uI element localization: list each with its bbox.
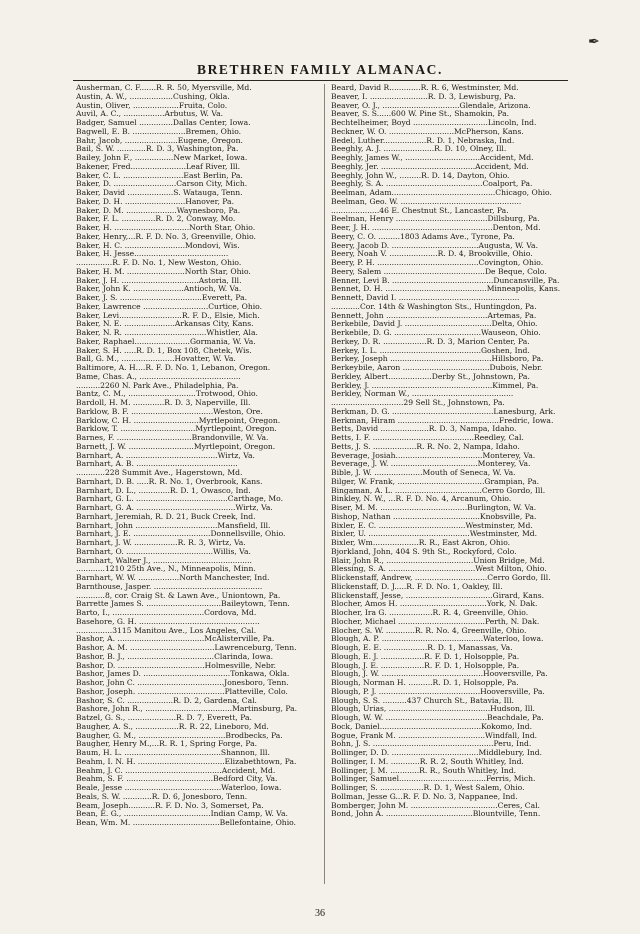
directory-entry: Bashor, B. J., ....................................Clarinda, Iowa.: [76, 652, 274, 661]
directory-entry: Beaver, O. J., ................................Glendale, Arizona.: [331, 101, 531, 110]
directory-entry: Baker, N. E. .....................Arkansas City, Kans.: [76, 320, 254, 329]
directory-entry: Beverage, Josiah....................................Monterey, Va.: [331, 451, 536, 460]
directory-entry: Bjorkland, John, 404 S. 9th St., Rockyford, Colo.: [331, 547, 517, 556]
directory-entry: Basehore, G. H. ..................................................: [76, 617, 260, 626]
page-title: BRETHREN FAMILY ALMANAC.: [196, 62, 444, 77]
directory-entry: Bashor, John C. ....................................Jonesboro, Tenn.: [76, 679, 289, 687]
directory-entry: Bashor, A. M. ...................................Lawrenceburg, Tenn.: [76, 644, 297, 652]
directory-entry: Bagwell, E. B. ......................Bremen, Ohio.: [76, 127, 242, 136]
directory-entry: Baker, C. L. .........................East Berlin, Pa.: [76, 171, 243, 180]
directory-entry: Bollinger, Samuel....................................Ferris, Mich.: [331, 775, 536, 784]
directory-entry: Barnhart, A. B. ..........................................: [76, 460, 238, 469]
directory-entry: Baugher, Henry M.,...R. R. 1, Spring Forge, Pa.: [76, 740, 258, 749]
directory-entry: Batzel, G. S., ....................R. D. 7, Everett, Pa.: [76, 714, 252, 722]
directory-entry: Berkley, J. ..................................................Kimmel, Pa.: [331, 381, 539, 390]
directory-entry: Barnhart, A. ......................................Wirtz, Va.: [76, 451, 255, 460]
directory-entry: Betts, I. F. ..........................................Reedley, Cal.: [331, 434, 524, 442]
directory-entry: Bantz, C. M., ............................Trotwood, Ohio.: [76, 390, 258, 399]
directory-entry: Beale, Jesse ........................................Waterloo, Iowa.: [76, 784, 282, 792]
directory-entry: Bollinger, D. D. ....................................Middlebury, Ind.: [331, 749, 542, 757]
directory-entry: Bixler, U. ..........................................Westminster, Md.: [331, 530, 538, 539]
directory-entry: Baum, H. L. ........................................Shannon, Ill.: [76, 749, 270, 757]
directory-entry: Beery, Jacob D. ....................................Augusta, W. Va.: [331, 241, 538, 250]
directory-entry: Blough, S. S. ..........437 Church St., Batavia, Ill.: [331, 696, 514, 705]
directory-entry: Blough, E. J. ..................R. F. D. 1, Holsopple, Pa.: [331, 652, 520, 661]
directory-entry: Austin, Oliver, ...................Fruita, Colo.: [76, 101, 228, 110]
directory-entry: ...............R. F. D. No. 1, New Weston, Ohio.: [76, 259, 242, 267]
directory-entry: Barnhart, John ..................................Mansfield, Ill.: [76, 521, 271, 530]
directory-entry: ............8, cor. Craig St. & Lawn Ave., Uniontown, Pa.: [76, 591, 281, 600]
directory-entry: Blough, A. P. ..........................................Waterloo, Iowa.: [331, 635, 544, 644]
pen-nib-icon: ✒: [588, 34, 600, 50]
directory-entry: Baker, J. S. ..................................Everett, Pa.: [76, 294, 248, 302]
directory-entry: Beer, J. H. ..................................................Denton, Md.: [331, 224, 541, 232]
directory-entry: Bock, Daniel..........................................Kokomo, Ind.: [331, 722, 533, 731]
directory-column-left: [76, 84, 322, 828]
directory-entry: Barnhart, J. E. ................................Donnellsville, Ohio.: [76, 530, 286, 539]
directory-entry: Barto, I., ......................................Cordova, Md.: [76, 609, 257, 617]
directory-entry: Bond, John A. ....................................Blountville, Tenn.: [331, 810, 541, 819]
directory-entry: Berkey, D. R. ..................R. D. 3, Marion Center, Pa.: [331, 337, 530, 346]
directory-column-right: [331, 84, 577, 819]
directory-entry: Berkley, Albert..................Derby St., Johnstown, Pa.: [331, 372, 530, 381]
directory-entry: ...............3115 Manitou Ave., Los Angeles, Cal.: [76, 626, 257, 635]
directory-entry: Baker, F. L. ..............R. D. 2, Conway, Mo.: [76, 215, 236, 224]
directory-entry: Blickenstaff, Jesse, ....................................Girard, Kans.: [331, 591, 545, 600]
directory-entry: Berkebile, D. G. ....................................Wauseon, Ohio.: [331, 329, 541, 337]
directory-entry: Beam, Joseph...........R. F. D. No. 3, Somerset, Pa.: [76, 801, 264, 810]
directory-entry: Barnhart, Walter J., .........................................: [76, 556, 252, 565]
directory-entry: Bahr, Jacob, ......................Eugene, Oregon.: [76, 136, 243, 145]
directory-entry: Baker, D. M. .....................Waynesboro, Pa.: [76, 206, 241, 215]
directory-entry: Baker, J. H. ................................Astoria, Ill.: [76, 276, 242, 285]
directory-entry: Bible, J. W. ....................Mouth of Seneca, W. Va.: [331, 469, 516, 477]
directory-entry: Bollinger, J. M. ............R. R., South Whitley, Ind.: [331, 766, 517, 775]
directory-entry: Baker, Lawrence ...........................Curtice, Ohio.: [76, 302, 263, 311]
directory-entry: Blough, Norman H. ..........R. D. 1, Holsopple, Pa.: [331, 679, 519, 687]
directory-entry: Blessing, S. A. ....................................West Milton, Ohio.: [331, 565, 547, 574]
directory-entry: Blough, P. J. ..........................................Hooversville, Pa.: [331, 687, 545, 696]
directory-entry: Bail, S. W. ............R. D. 3, Washington, Pa.: [76, 145, 239, 154]
directory-entry: Bashore, John R., ....................................Martinsburg, Pa.: [76, 705, 298, 714]
directory-entry: Beery, Noah V. ....................R. D. 4, Brookville, Ohio.: [331, 250, 533, 259]
directory-entry: Berkeybile, Aaron ....................................Dubois, Nebr.: [331, 364, 543, 372]
directory-entry: Beahm, J. C. ........................................Accident, Md.: [76, 766, 276, 775]
directory-entry: Bohn, J. S. ..................................................Peru, Ind.: [331, 740, 532, 749]
directory-entry: Blough, J. E. ..................R. F. D. 1, Holsopple, Pa.: [331, 661, 520, 670]
directory-entry: ............228 Summit Ave., Hagerstown, Md.: [76, 469, 243, 477]
directory-entry: Baker, H. C. .........................Mondovi, Wis.: [76, 241, 240, 250]
directory-entry: Blough, J. W. ..........................................Hooversville, Pa.: [331, 670, 548, 679]
directory-entry: Bashor, James D. ....................................Tonkawa, Okla.: [76, 670, 290, 679]
directory-entry: Baker, H. Jesse.......................................: [76, 250, 229, 259]
directory-entry: Beverage, J. W. ....................................Monterey, Va.: [331, 460, 531, 469]
directory-entry: Blickenstaff, Andrew, ..............................Cerro Gordo, Ill.: [331, 574, 551, 582]
directory-entry: Berkebile, David J. ....................................Delta, Ohio.: [331, 320, 538, 329]
directory-entry: Beelman, Adam...........................................Chicago, Ohio.: [331, 189, 552, 197]
directory-entry: Bedel, Luther..................R. D. 1, Nebraska, Ind.: [331, 136, 515, 145]
directory-entry: Blocher, S. W. ............R. R. No. 4, Greenville, Ohio.: [331, 626, 527, 635]
directory-entry: Blough, W. W. ..........................................Beachdale, Pa.: [331, 714, 544, 722]
directory-entry: Austin, A. W., ..................Cushing, Okla.: [76, 92, 230, 101]
directory-entry: Beahm, S. F. ....................................Bedford City, Va.: [76, 775, 278, 784]
directory-entry: Barnhart, G. A. .........................................Wirtz, Va.: [76, 504, 273, 512]
directory-entry: Berkman, Hiram ..........................................Fredric, Iowa.: [331, 416, 554, 425]
directory-entry: Barnhart, Jeremiah, R. D. 21, Buck Creek, Ind.: [76, 512, 256, 521]
directory-entry: Badger, Samuel ..............Dallas Center, Iowa.: [76, 119, 251, 127]
directory-entry: ............1210 25th Ave., N., Minneapolis, Minn.: [76, 565, 256, 574]
directory-entry: Barnhart, O. ....................................Willis, Va.: [76, 547, 251, 556]
directory-entry: Baugher, G. M., ....................................Brodbecks, Pa.: [76, 731, 283, 740]
directory-entry: Baker, Raphael.......................Gormania, W. Va.: [76, 337, 256, 346]
directory-entry: Ausherman, C. F.......R. R. 50, Myersville, Md.: [76, 84, 252, 92]
directory-entry: Betts, David ....................R. D. 3, Nampa, Idaho.: [331, 425, 517, 434]
directory-entry: Bollinger, I. M. ............R. R. 2, South Whitley, Ind.: [331, 757, 524, 766]
directory-entry: Baker, John K. .....................Antioch, W. Va.: [76, 285, 242, 294]
directory-entry: Barnhart, D. L., .............R. D. 1, Owasco, Ind.: [76, 486, 251, 495]
directory-entry: Blough, Urias, ..........................................Hudson, Ill.: [331, 705, 535, 714]
directory-entry: Blough, E. E. ..................R. D. 1, Manassas, Va.: [331, 644, 513, 652]
directory-entry: Beals, S. W. ............R. D. 6, Jonesboro, Tenn.: [76, 792, 248, 801]
directory-entry: Beery, Salem ..........................................De Beque, Colo.: [331, 267, 547, 276]
directory-entry: Bogue, Frank M. ....................................Windfall, Ind.: [331, 731, 538, 740]
directory-entry: Berkman, D. G. ..........................................Lanesburg, Ark.: [331, 407, 556, 416]
directory-entry: Bean, E. G., ....................................Indian Camp, W. Va.: [76, 810, 288, 819]
directory-entry: Berkley, Norman W., ..........................................: [331, 390, 514, 399]
directory-entry: Bame, Chas. A., ..........................................: [76, 372, 241, 381]
directory-entry: Barnhart, D. B. .....R. R. No. 1, Overbrook, Kans.: [76, 477, 263, 486]
directory-entry: Bollinger, S. ..................R. D. 1, West Salem, Ohio.: [331, 784, 525, 792]
directory-entry: Barnhart, G. L. ......................................Carthage, Mo.: [76, 495, 284, 504]
directory-entry: Betts, J. S. ..................R. R. No. 2, Nampa, Idaho.: [331, 442, 520, 451]
directory-entry: Barrette James S. ...............................Baileytown, Tenn.: [76, 600, 290, 609]
directory-entry: Berkey, I. L. ..........................................Goshen, Ind.: [331, 346, 530, 355]
directory-entry: Baker, S. H. .....R. D. 1, Box 108, Chetek, Wis.: [76, 346, 252, 355]
directory-entry: Barnett, J. W. ...........................Myrtlepoint, Oregon.: [76, 442, 276, 451]
directory-entry: Bashor, A. ....................................McAlisterville, Pa.: [76, 635, 275, 644]
directory-entry: Binkley, N. W., ...R. F. D. No. 4, Arcanum, Ohio.: [331, 495, 512, 504]
directory-entry: ............Cor. 14th & Washington Sts., Huntingdon, Pa.: [331, 302, 537, 311]
directory-entry: Beelman, Geo. W. ..................................................: [331, 197, 522, 206]
directory-entry: Beeghly, John W., .........R. D. 14, Dayton, Ohio.: [331, 171, 510, 180]
directory-entry: Bomberger, John M. ....................................Ceres, Cal.: [331, 801, 540, 810]
directory-entry: Ball, G. M., ......................Hovatter, W. Va.: [76, 355, 236, 364]
directory-entry: Baker, D. ..........................Carson City, Mich.: [76, 180, 248, 189]
directory-entry: Blair, John R., ....................................Union Bridge, Md.: [331, 556, 545, 565]
directory-entry: Beahm, I. N. H. ....................................Elizabethtown, Pa.: [76, 757, 297, 766]
directory-entry: Barnthouse, Jasper. .............................................: [76, 582, 263, 591]
directory-entry: Bardoll, H. M. .............R. D. 3, Naperville, Ill.: [76, 399, 251, 407]
directory-entry: ....................46 E. Chestnut St., Lancaster, Pa.: [331, 206, 509, 215]
directory-entry: Bixler, Wm...................R. R., East Akron, Ohio.: [331, 539, 511, 547]
directory-entry: Bechtelheimer, Boyd ...............................Lincoln, Ind.: [331, 119, 537, 127]
directory-entry: Bennett, John ..........................................Artemas, Pa.: [331, 311, 537, 320]
directory-entry: Barklow, C. H. ...........................Myrtlepoint, Oregon.: [76, 416, 281, 425]
directory-entry: Biser, M. M. ....................................Burlington, W. Va.: [331, 504, 537, 512]
directory-entry: Beery, P. H. ..........................................Covington, Ohio.: [331, 259, 544, 267]
directory-entry: Bashor, D. ....................................Holmesville, Nebr.: [76, 661, 276, 670]
directory-entry: ..............................29 Sell St., Johnstown, Pa.: [331, 399, 505, 407]
directory-entry: Blocher, Amos H. ....................................York, N. Dak.: [331, 600, 538, 609]
directory-entry: Baker, D. H. .........................Hanover, Pa.: [76, 197, 234, 206]
directory-entry: Bakener, Fred.......................Leaf River, Ill.: [76, 162, 241, 171]
directory-entry: Beery, C. O. .........1803 Adams Ave., Tyrone, Pa.: [331, 232, 515, 241]
directory-entry: Blocher, Ira G. ..................R. R. 4, Greenville, Ohio.: [331, 609, 529, 617]
directory-entry: Bashor, S. C. ...................R. D. 2, Gardena, Cal.: [76, 696, 257, 705]
directory-entry: Bennett, David I. ..................................................: [331, 294, 520, 302]
directory-entry: Beaver, I. ........................R. D. 3, Lewisburg, Pa.: [331, 92, 516, 101]
directory-entry: Baltimore, A. H....R. F. D. No. 1, Lebanon, Oregon.: [76, 364, 271, 372]
directory-entry: Bixler, E. C. ....................................Westminster, Md.: [331, 521, 533, 530]
directory-entry: Baker, H. ...............................North Star, Ohio.: [76, 224, 256, 232]
directory-entry: Baker, H. M. ........................North Star, Ohio.: [76, 267, 251, 276]
directory-entry: Baugher, A. S., ..................R. R. 22, Lineboro, Md.: [76, 722, 269, 731]
directory-entry: Bennet, D. H. ..........................................Minneapolis, Kans.: [331, 285, 561, 294]
directory-entry: Beaver, S. S......600 W. Pine St., Shamokin, Pa.: [331, 110, 510, 119]
directory-entry: Baker, Levi..........................R. F. D., Elsie, Mich.: [76, 311, 260, 320]
directory-entry: Auvil, A. C., .................Arbutus, W. Va.: [76, 110, 224, 119]
directory-entry: Bean, Wm. M. ....................................Bellefontaine, Ohio.: [76, 819, 296, 827]
directory-entry: Beeghly, James W., ...............................Accident, Md.: [331, 154, 534, 162]
directory-entry: Benner, Levi B. ..........................................Duncansville, Pa.: [331, 276, 560, 285]
header-rule: [73, 80, 568, 81]
directory-entry: Bilger, W. Frank, ....................................Grampian, Pa.: [331, 477, 540, 486]
directory-entry: Beard, David R.............R. R. 6, Westminster, Md.: [331, 84, 519, 92]
directory-entry: Bollman, Jesse G...R. F. D. No. 3, Nappanee, Ind.: [331, 792, 518, 801]
directory-entry: Beeghly, Jer. .......................................Accident, Md.: [331, 162, 529, 171]
directory-entry: Barnhart, W. W. .................North Manchester, Ind.: [76, 574, 270, 582]
directory-entry: Bashor, Joseph. ....................................Platteville, Colo.: [76, 687, 288, 696]
directory-entry: Barklow, T. ...............................Myrtlepoint, Oregon.: [76, 425, 277, 434]
directory-entry: Beeghly, S. A. ........................................Coalport, Pa.: [331, 180, 533, 189]
page-number: 36: [315, 908, 325, 919]
directory-entry: ..........2260 N. Park Ave., Philadelphia, Pa.: [76, 381, 239, 390]
directory-entry: Baker, David ...................S. Watauga, Tenn.: [76, 189, 243, 197]
directory-entry: Beeghly, A. J. .....................R. D. 10, Olney, Ill.: [331, 145, 507, 154]
directory-entry: Barnhart, J. W. ..................R. R. 3, Wirtz, Va.: [76, 539, 246, 547]
directory-entry: Bishop, Nathan ....................................Knobsville, Pa.: [331, 512, 537, 521]
directory-entry: Barklow, B. F. ..................................Weston, Ore.: [76, 407, 263, 416]
directory-entry: Berkey, Joseph ..........................................Hillsboro, Pa.: [331, 355, 544, 364]
directory-entry: Bailey, John F., ................New Market, Iowa.: [76, 154, 248, 162]
directory-entry: Blocher, Michael ....................................Perth, N. Dak.: [331, 617, 540, 626]
column-divider: [324, 84, 325, 884]
directory-entry: Blickenstaff, D. J.....R. F. D. No. 1, Oakley, Ill.: [331, 582, 503, 591]
directory-entry: Beelman, Henry ......................................Dillsburg, Pa.: [331, 215, 540, 224]
directory-entry: Bingaman, A. L. ....................................Cerro Gordo, Ill.: [331, 486, 546, 495]
directory-entry: Baker, Henry,...R. F. D. No. 3, Greenville, Ohio.: [76, 232, 256, 241]
directory-entry: Barnes, F. ...............................Brandonville, W. Va.: [76, 434, 269, 442]
directory-entry: Baker, N. R. ..................................Whistler, Ala.: [76, 329, 258, 337]
directory-entry: Beckner, W. O. ...........................McPherson, Kans.: [331, 127, 524, 136]
